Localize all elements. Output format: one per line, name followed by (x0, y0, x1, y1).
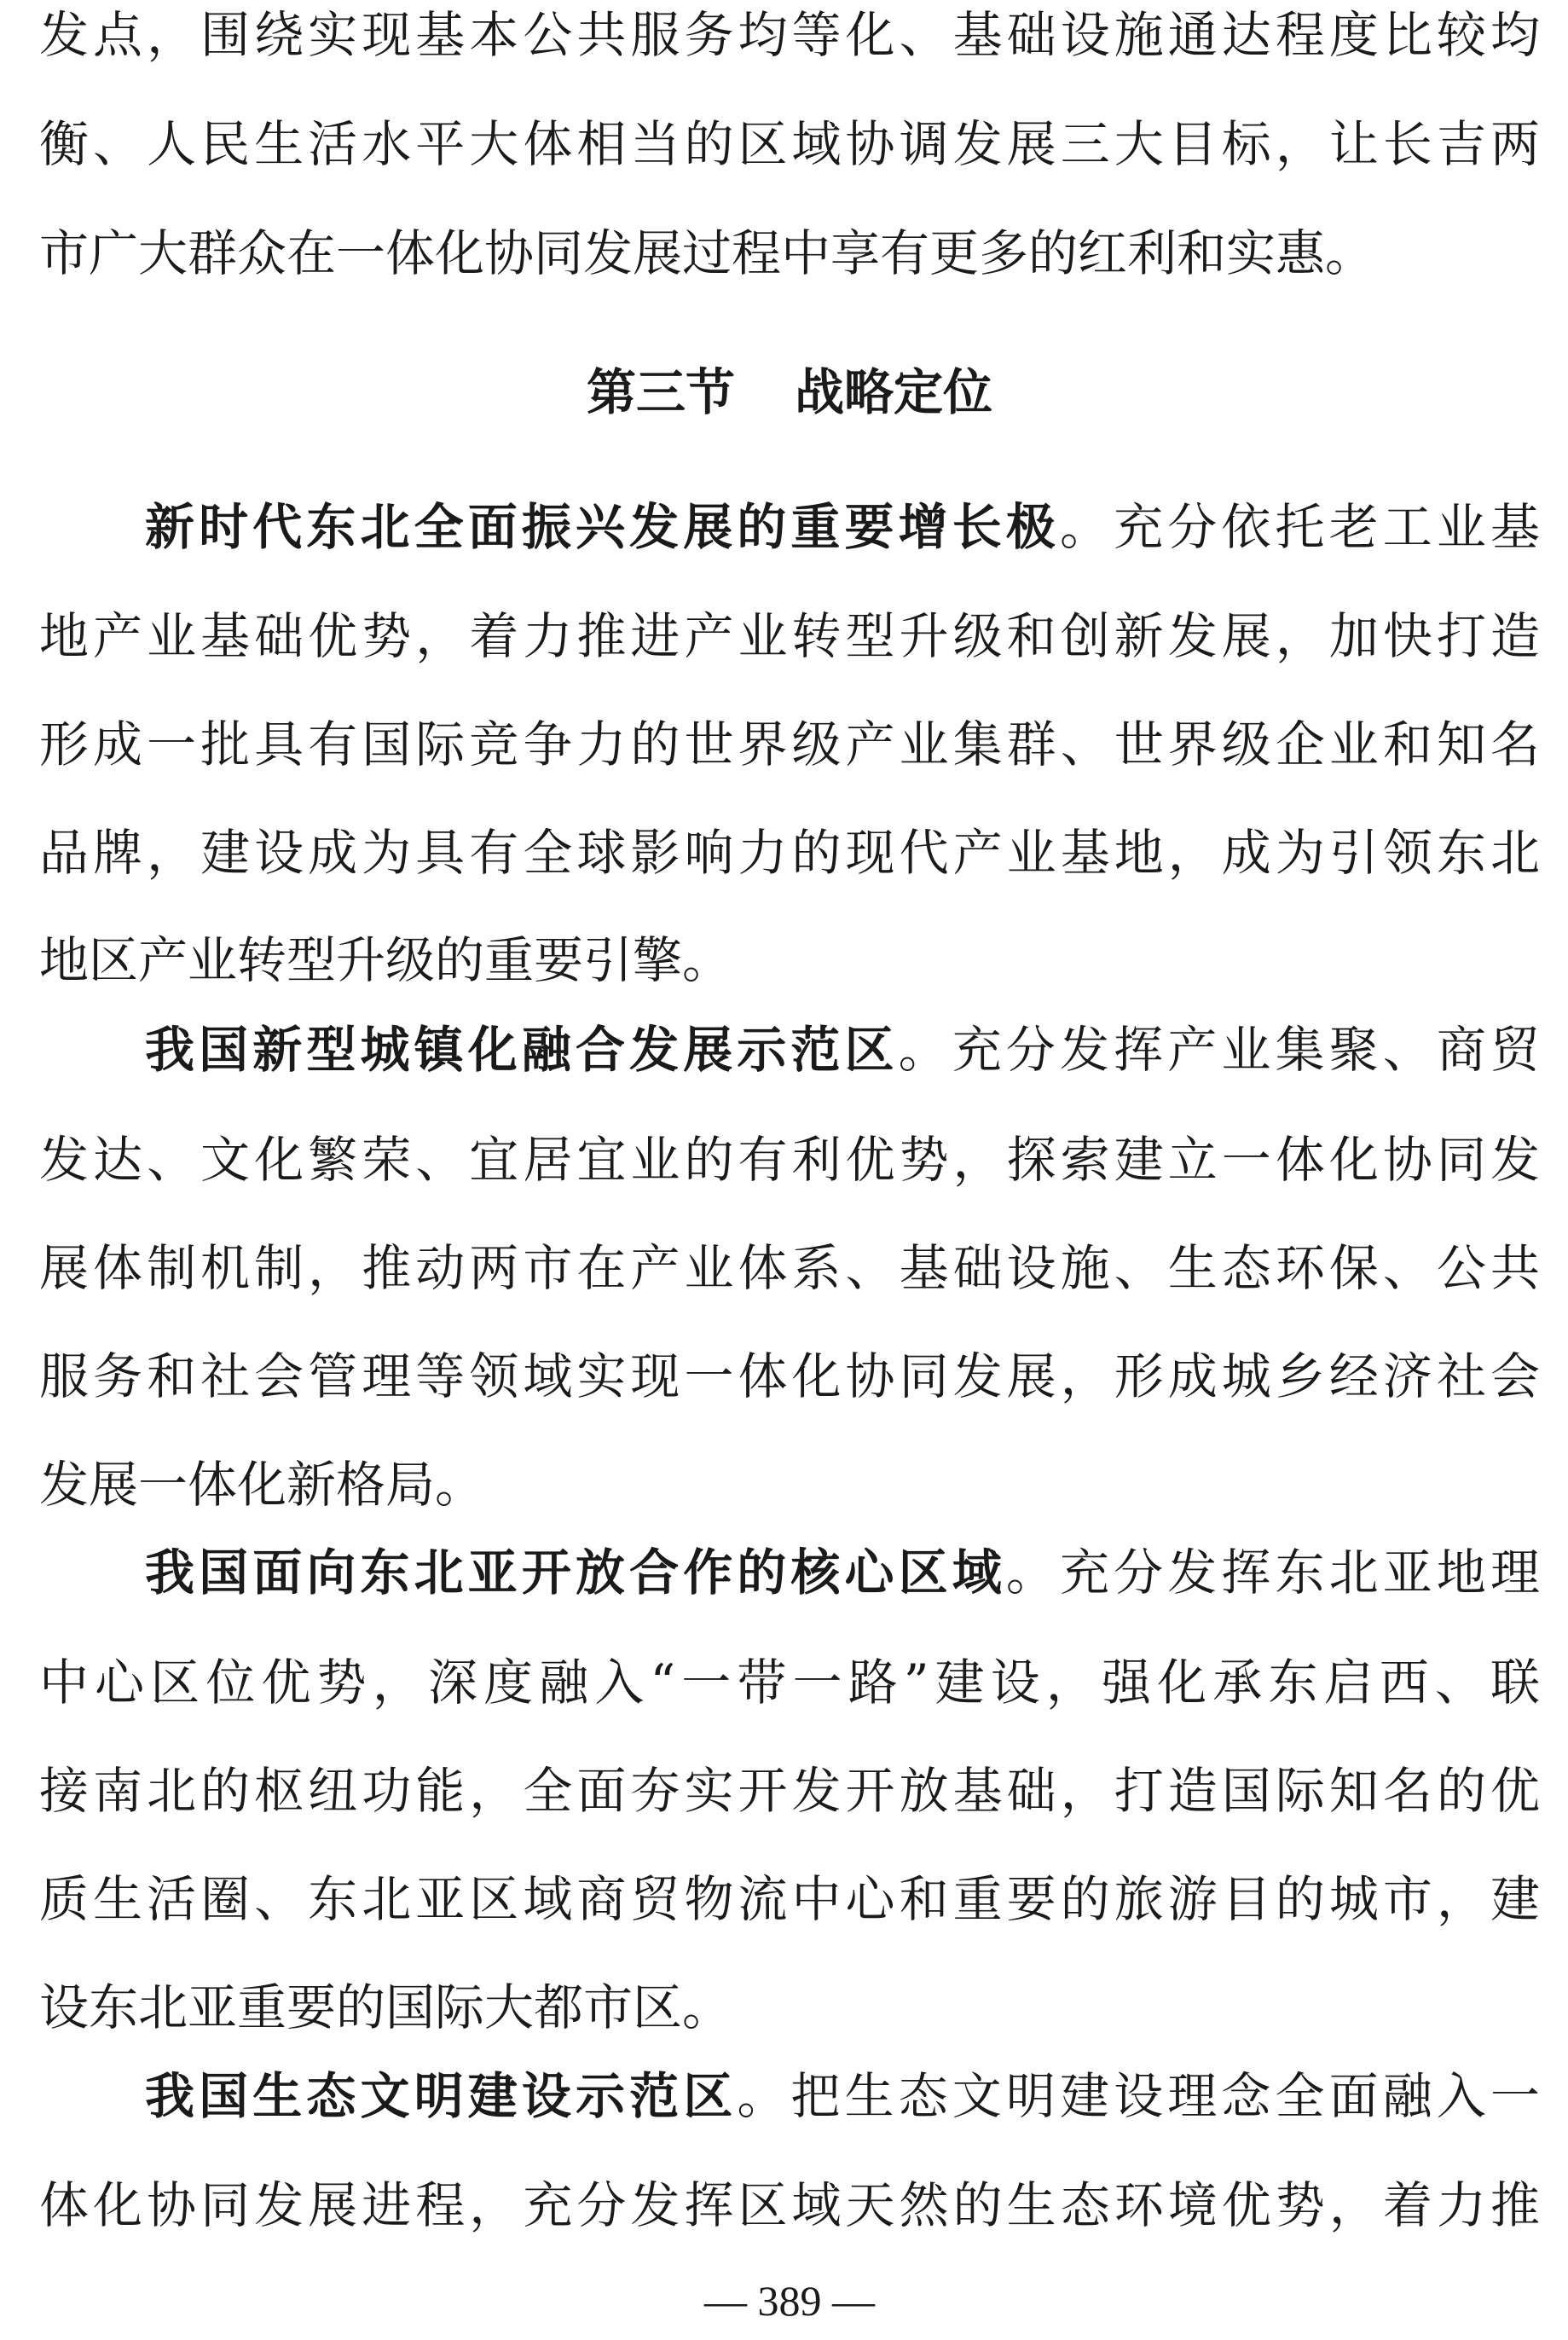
text-line: 形成一批具有国际竞争力的世界级产业集群、世界级企业和知名 (39, 716, 1540, 773)
paragraph-lead-phrase: 我国生态文明建设示范区 (145, 2068, 738, 2124)
paragraph-text: 。充分发挥东北亚地理 (1005, 1544, 1540, 1601)
section-number: 第三节 (586, 363, 735, 421)
paragraph-first-line (145, 1544, 1540, 1601)
paragraph-lead-phrase: 我国新型城镇化融合发展示范区 (145, 1022, 899, 1078)
section-heading (39, 364, 1540, 420)
text-line: 品牌，建设成为具有全球影响力的现代产业基地，成为引领东北 (39, 825, 1540, 881)
text-line: 发点，围绕实现基本公共服务均等化、基础设施通达程度比较均 (39, 7, 1540, 63)
text-line: 发展一体化新格局。 (39, 1457, 485, 1513)
text-line: 市广大群众在一体化协同发展过程中享有更多的红利和实惠。 (39, 225, 1375, 281)
paragraph-first-line (145, 1022, 1540, 1078)
text-line: 发达、文化繁荣、宜居宜业的有利优势，探索建立一体化协同发 (39, 1132, 1540, 1188)
paragraph-lead-phrase: 新时代东北全面振兴发展的重要增长极 (145, 499, 1061, 555)
paragraph-text: 。把生态文明建设理念全面融入一 (737, 2068, 1540, 2124)
text-line: 体化协同发展进程，充分发挥区域天然的生态环境优势，着力推 (39, 2177, 1540, 2233)
section-title: 战略定位 (795, 363, 993, 421)
text-line: 设东北亚重要的国际大都市区。 (39, 1979, 732, 2036)
paragraph-first-line (145, 2068, 1540, 2124)
text-line: 接南北的枢纽功能，全面夯实开发开放基础，打造国际知名的优 (39, 1763, 1540, 1819)
paragraph-first-line (145, 499, 1540, 555)
text-line: 地区产业转型升级的重要引擎。 (39, 932, 732, 988)
text-line: 质生活圈、东北亚区域商贸物流中心和重要的旅游目的城市，建 (39, 1871, 1540, 1927)
paragraph-text: 。充分发挥产业集聚、商贸 (898, 1022, 1540, 1078)
page-number: — 389 — (704, 2277, 875, 2325)
text-line: 衡、人民生活水平大体相当的区域协调发展三大目标，让长吉两 (39, 116, 1540, 172)
text-line: 服务和社会管理等领域实现一体化协同发展，形成城乡经济社会 (39, 1348, 1540, 1405)
paragraph-text: 。充分依托老工业基 (1060, 499, 1540, 555)
text-line: 中心区位优势，深度融入“一带一路”建设，强化承东启西、联 (39, 1654, 1540, 1711)
document-page (39, 0, 1540, 2340)
paragraph-lead-phrase: 我国面向东北亚开放合作的核心区域 (145, 1544, 1006, 1601)
text-line: 地产业基础优势，着力推进产业转型升级和创新发展，加快打造 (39, 608, 1540, 664)
text-line: 展体制机制，推动两市在产业体系、基础设施、生态环保、公共 (39, 1240, 1540, 1296)
